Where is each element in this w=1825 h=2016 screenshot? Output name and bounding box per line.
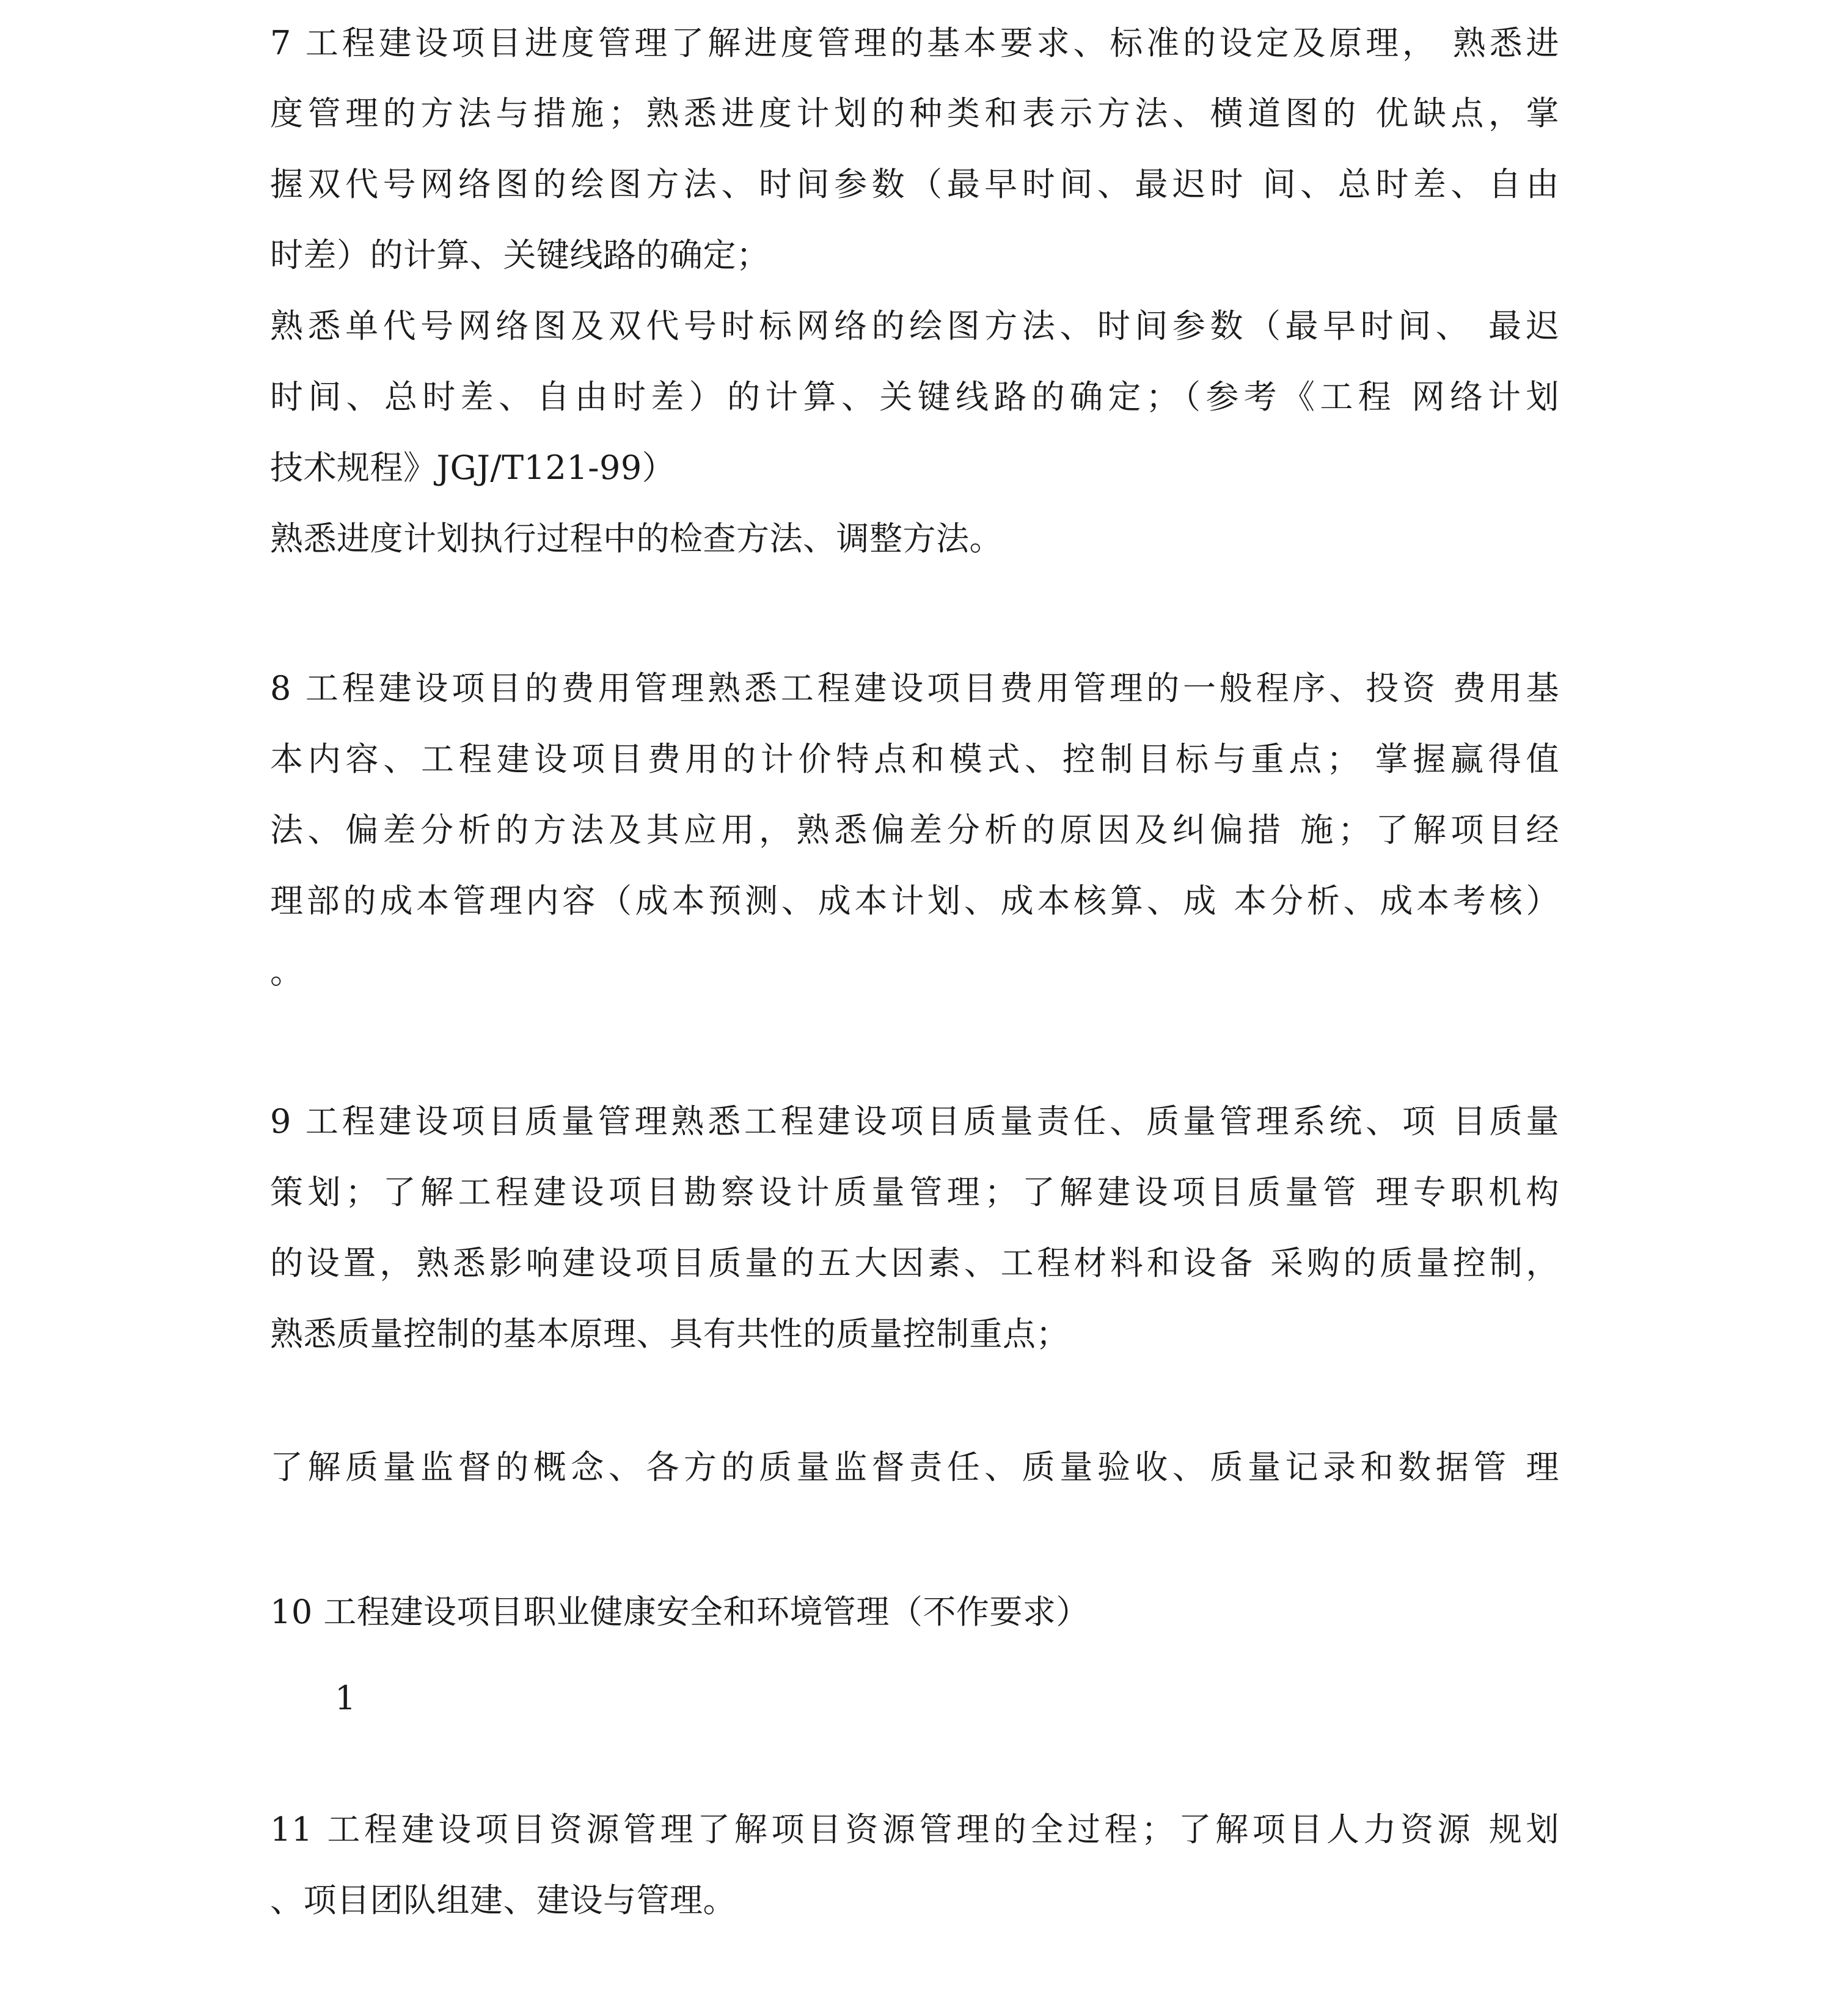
section7-line-3: 握双代号网络图的绘图方法、时间参数（最早时间、最迟时 间、总时差、自由 — [270, 165, 1559, 203]
section11-line-1: 11 工程建设项目资源管理了解项目资源管理的全过程；了解项目人力资源 规划 — [270, 1810, 1559, 1849]
section9-line-4: 熟悉质量控制的基本原理、具有共性的质量控制重点； — [270, 1315, 1069, 1353]
section7-line-8: 熟悉进度计划执行过程中的检查方法、调整方法。 — [270, 519, 1003, 558]
section8-line-2: 本内容、工程建设项目费用的计价特点和模式、控制目标与重点； 掌握赢得值 — [270, 740, 1559, 778]
section7-line-7: 技术规程》JGJ/T121-99） — [270, 448, 676, 487]
section8-line-3: 法、偏差分析的方法及其应用，熟悉偏差分析的原因及纠偏措 施；了解项目经 — [270, 811, 1559, 849]
section7-line-1: 7 工程建设项目进度管理了解进度管理的基本要求、标准的设定及原理， 熟悉进 — [270, 24, 1559, 62]
page-number: 1 — [335, 1679, 356, 1717]
section7-line-5: 熟悉单代号网络图及双代号时标网络的绘图方法、时间参数（最早时间、 最迟 — [270, 307, 1559, 345]
section8-line-5: 。 — [270, 952, 304, 991]
quality-supervision-line: 了解质量监督的概念、各方的质量监督责任、质量验收、质量记录和数据管 理 — [270, 1448, 1559, 1486]
section8-line-1: 8 工程建设项目的费用管理熟悉工程建设项目费用管理的一般程序、投资 费用基 — [270, 669, 1559, 707]
section9-line-3: 的设置，熟悉影响建设项目质量的五大因素、工程材料和设备 采购的质量控制， — [270, 1244, 1559, 1282]
section11-line-2: 、项目团队组建、建设与管理。 — [270, 1881, 736, 1919]
section7-line-4: 时差）的计算、关键线路的确定； — [270, 236, 770, 274]
section10-line: 10 工程建设项目职业健康安全和环境管理（不作要求） — [270, 1593, 1089, 1631]
section9-line-2: 策划；了解工程建设项目勘察设计质量管理；了解建设项目质量管 理专职机构 — [270, 1173, 1559, 1211]
section7-line-6: 时间、总时差、自由时差）的计算、关键线路的确定；（参考《工程 网络计划 — [270, 378, 1559, 416]
section7-line-2: 度管理的方法与措施；熟悉进度计划的种类和表示方法、横道图的 优缺点，掌 — [270, 94, 1559, 133]
section8-line-4: 理部的成本管理内容（成本预测、成本计划、成本核算、成 本分析、成本考核） — [270, 882, 1559, 920]
section9-line-1: 9 工程建设项目质量管理熟悉工程建设项目质量责任、质量管理系统、项 目质量 — [270, 1102, 1559, 1141]
